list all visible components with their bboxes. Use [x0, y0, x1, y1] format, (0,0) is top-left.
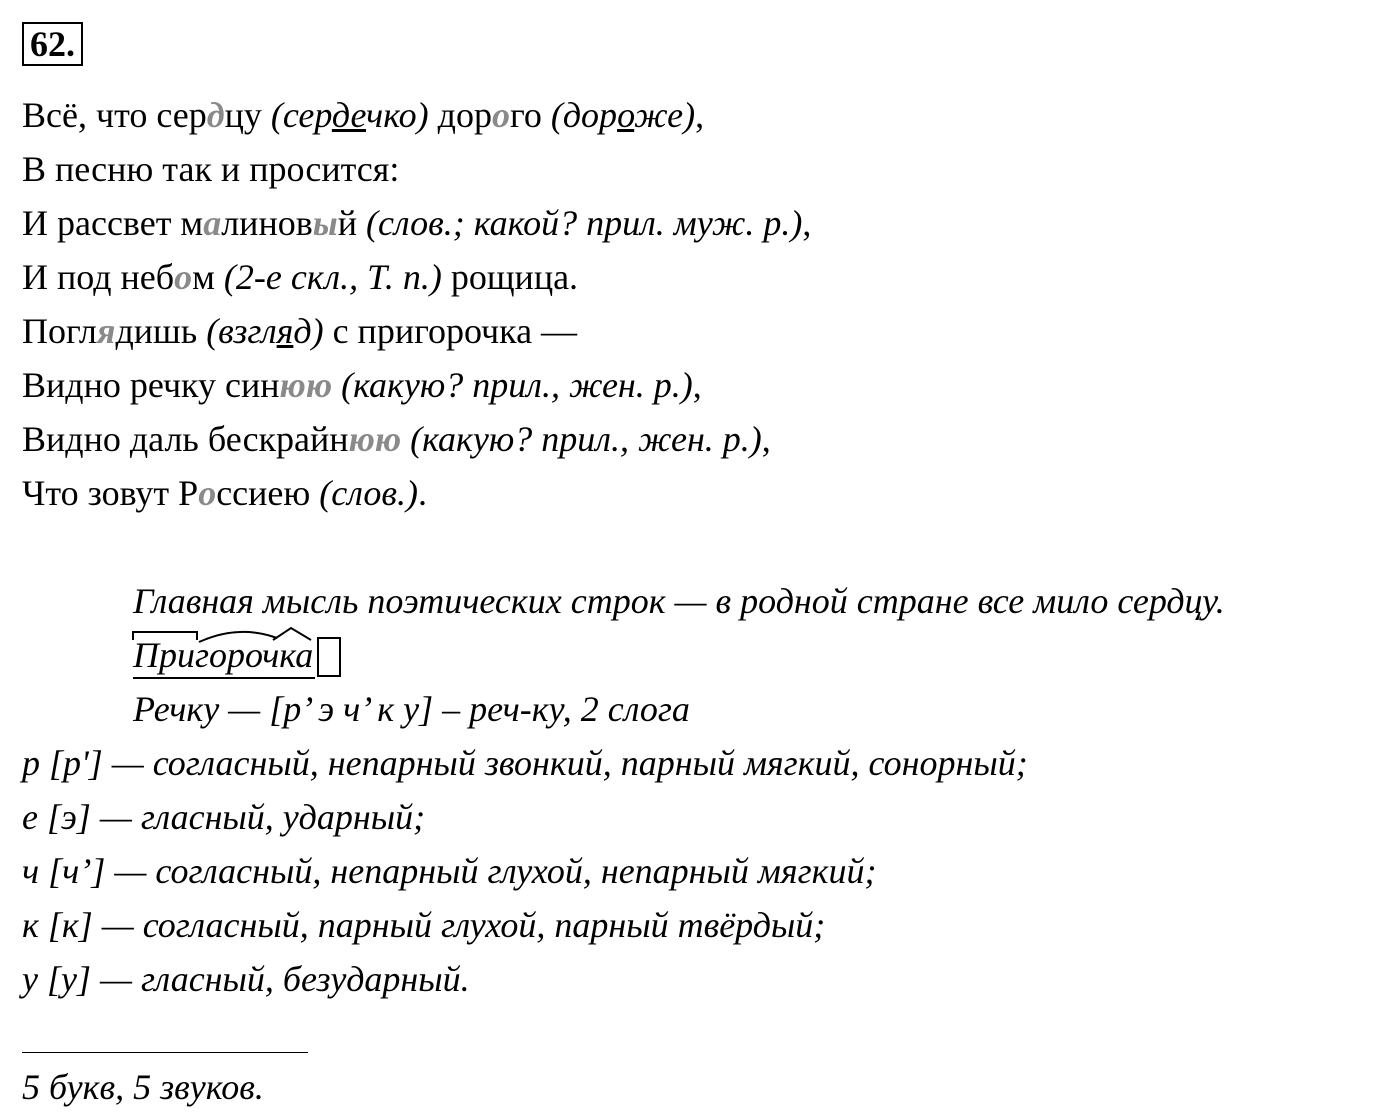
- poem-line-4: И под небом (2-е скл., Т. п.) рощица.: [22, 257, 579, 297]
- morphemic-analysis: [0, 628, 1225, 682]
- poem-line-7: Видно даль бескрайнюю (какую? прил., жен. р.),: [22, 419, 771, 459]
- exercise-number: 62.: [22, 22, 83, 66]
- analysis: [0, 574, 1225, 1006]
- poem-line-2: В песню так и просится:: [22, 149, 400, 189]
- suffix-mark: [273, 628, 311, 640]
- sound-line-5: у [у] — гласный, безударный.: [22, 959, 470, 999]
- sound-line-2: е [э] — гласный, ударный;: [22, 797, 426, 837]
- poem: [22, 88, 811, 520]
- ending-box: [318, 638, 340, 676]
- poem-line-1: Всё, что сердцу (сердечко) дорого (дороже),: [22, 95, 705, 135]
- prefix-mark: [133, 632, 197, 640]
- phonetic-transcription: Речку — [р’ э ч’ к у] – реч-ку, 2 слога: [133, 689, 690, 729]
- footnote-divider: [22, 1052, 308, 1053]
- footnote: 5 букв, 5 звуков.: [22, 1067, 264, 1107]
- main-idea: Главная мысль поэтических строк — в родной стране все мило сердцу.: [133, 581, 1225, 621]
- morph-stem: Пригорочк: [133, 635, 296, 675]
- poem-line-8: Что зовут Россиею (слов.).: [22, 473, 428, 513]
- poem-line-5: Поглядишь (взгляд) с пригорочка —: [22, 311, 578, 351]
- morpheme-marks: [131, 628, 343, 682]
- poem-line-3: И рассвет малиновый (слов.; какой? прил. муж. р.),: [22, 203, 812, 243]
- sound-line-4: к [к] — согласный, парный глухой, парный твёрдый;: [22, 905, 826, 945]
- root-arc: [199, 632, 277, 642]
- sound-line-1: р [р'] — согласный, непарный звонкий, парный мягкий, сонорный;: [22, 743, 1028, 783]
- sound-line-3: ч [ч’] — согласный, непарный глухой, непарный мягкий;: [22, 851, 877, 891]
- morph-ending: а: [295, 635, 314, 675]
- morph-word: [133, 628, 313, 682]
- poem-line-6: Видно речку синюю (какую? прил., жен. р.),: [22, 365, 702, 405]
